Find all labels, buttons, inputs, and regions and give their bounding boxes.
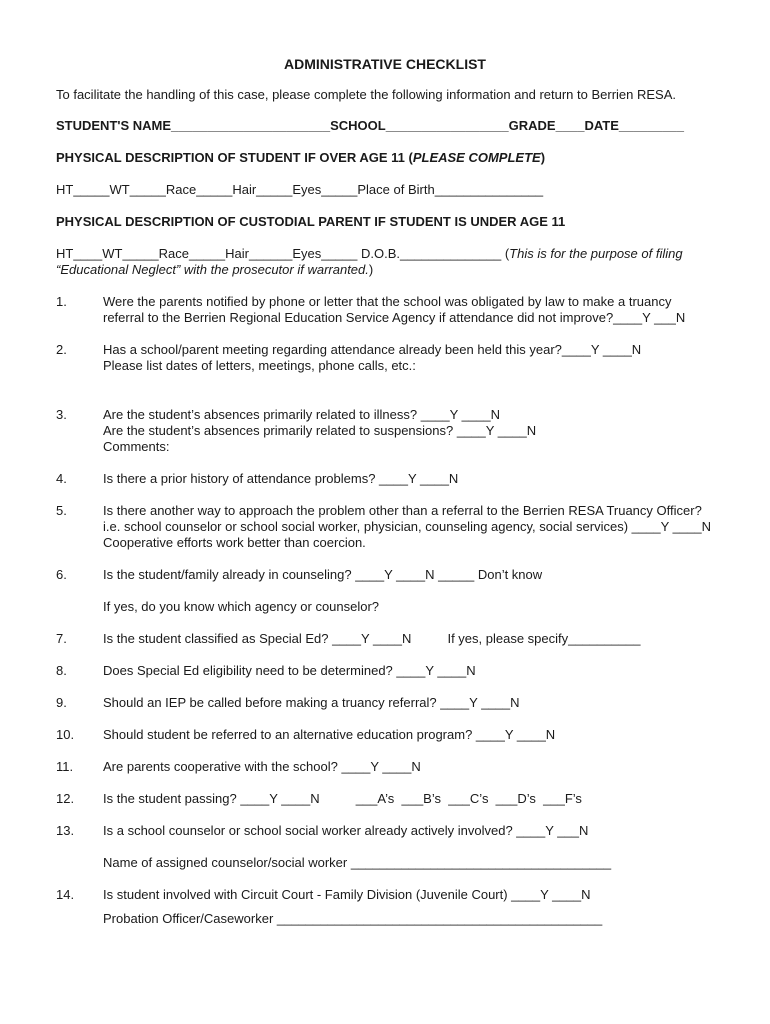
question-text: Are parents cooperative with the school? ____Y ____N [103, 759, 421, 774]
student-heading-italic: PLEASE COMPLETE [412, 150, 541, 165]
student-description-fields: HT_____WT_____Race_____Hair_____Eyes_____Place of Birth_______________ [56, 182, 544, 197]
question-3 [56, 407, 714, 455]
question-2 [56, 342, 714, 374]
student-heading-start: PHYSICAL DESCRIPTION OF STUDENT IF OVER AGE 11 ( [56, 150, 413, 165]
question-6 [56, 567, 714, 583]
question-number: 14. [56, 887, 75, 902]
question-number: 2. [56, 342, 67, 357]
question-4 [56, 471, 714, 487]
question-text: Were the parents notified by phone or letter that the school was obligated by law to make a truancy referral to the Berrien Regional Education Service Agency if attendance did not improve?____Y ___N [103, 294, 686, 325]
question-9 [56, 695, 714, 711]
parent-fields-note-end: ) [368, 262, 374, 277]
question-number: 7. [56, 631, 67, 646]
question-13 [56, 823, 714, 839]
question-text: Is the student/family already in counseling? ____Y ____N _____ Don’t know [103, 567, 543, 582]
question-text: Should an IEP be called before making a truancy referral? ____Y ____N [103, 695, 520, 710]
question-10 [56, 727, 714, 743]
question-text: Is there a prior history of attendance problems? ____Y ____N [103, 471, 459, 486]
question-number: 11. [56, 759, 74, 774]
question-text [103, 887, 714, 927]
question-number: 10. [56, 727, 75, 742]
question-number: 12. [56, 791, 75, 806]
question-number: 1. [56, 294, 67, 309]
question-8 [56, 663, 714, 679]
question-number: 8. [56, 663, 67, 678]
question-text: Does Special Ed eligibility need to be determined? ____Y ____N [103, 663, 476, 678]
question-number: 5. [56, 503, 67, 518]
parent-fields-text: HT____WT_____Race_____Hair______Eyes_____ D.O.B.______________ ( [56, 246, 510, 261]
question-line: Please list dates of letters, meetings, phone calls, etc.: [103, 358, 416, 373]
question-line: Are the student’s absences primarily related to suspensions? ____Y ____N [103, 423, 537, 438]
question-line: Comments: [103, 439, 170, 454]
question-text [103, 342, 714, 374]
question-1 [56, 294, 714, 326]
question-14 [56, 887, 714, 927]
parent-description-heading: PHYSICAL DESCRIPTION OF CUSTODIAL PARENT IF STUDENT IS UNDER AGE 11 [56, 214, 566, 229]
question-text: Is a school counselor or school social worker already actively involved? ____Y ___N [103, 823, 589, 838]
question-line: Probation Officer/Caseworker _____________________________________________ [103, 911, 603, 926]
question-number: 9. [56, 695, 67, 710]
parent-description-fields [56, 246, 714, 278]
question-line: Has a school/parent meeting regarding attendance already been held this year?____Y ____N [103, 342, 642, 357]
question-number: 3. [56, 407, 67, 422]
question-number: 4. [56, 471, 67, 486]
question-13-followup: Name of assigned counselor/social worker ____________________________________ [103, 855, 612, 870]
question-number: 13. [56, 823, 75, 838]
question-11 [56, 759, 714, 775]
question-text: Is the student classified as Special Ed? ____Y ____N If yes, please specify__________ [103, 631, 641, 646]
question-line: Is student involved with Circuit Court - Family Division (Juvenile Court) ____Y ____N [103, 887, 591, 902]
question-number: 6. [56, 567, 67, 582]
question-text: Is the student passing? ____Y ____N ___A’s ___B’s ___C’s ___D’s ___F’s [103, 791, 582, 806]
page-title: ADMINISTRATIVE CHECKLIST [284, 56, 486, 72]
question-text: Should student be referred to an alternative education program? ____Y ____N [103, 727, 556, 742]
question-text [103, 407, 714, 455]
student-description-heading [56, 150, 714, 166]
intro-text: To facilitate the handling of this case, please complete the following information and return to Berrien RESA. [56, 87, 677, 102]
question-12 [56, 791, 714, 807]
student-info-line: STUDENT'S NAME______________________SCHOOL_________________GRADE____DATE_________ [56, 118, 684, 133]
question-line: Are the student’s absences primarily related to illness? ____Y ____N [103, 407, 500, 422]
question-text: Is there another way to approach the problem other than a referral to the Berrien RESA Truancy Officer? i.e. school counselor or school social worker, physician, counseling agency, social services) ____Y ____N Cooperative efforts work better than coercion. [103, 503, 748, 550]
student-heading-end: ) [540, 150, 546, 165]
parent-fields-note: This is for the purpose of filing “Educational Neglect” with the prosecutor if warranted. [56, 246, 683, 277]
question-5 [56, 503, 748, 551]
question-7 [56, 631, 714, 647]
question-6-followup: If yes, do you know which agency or counselor? [103, 599, 380, 614]
